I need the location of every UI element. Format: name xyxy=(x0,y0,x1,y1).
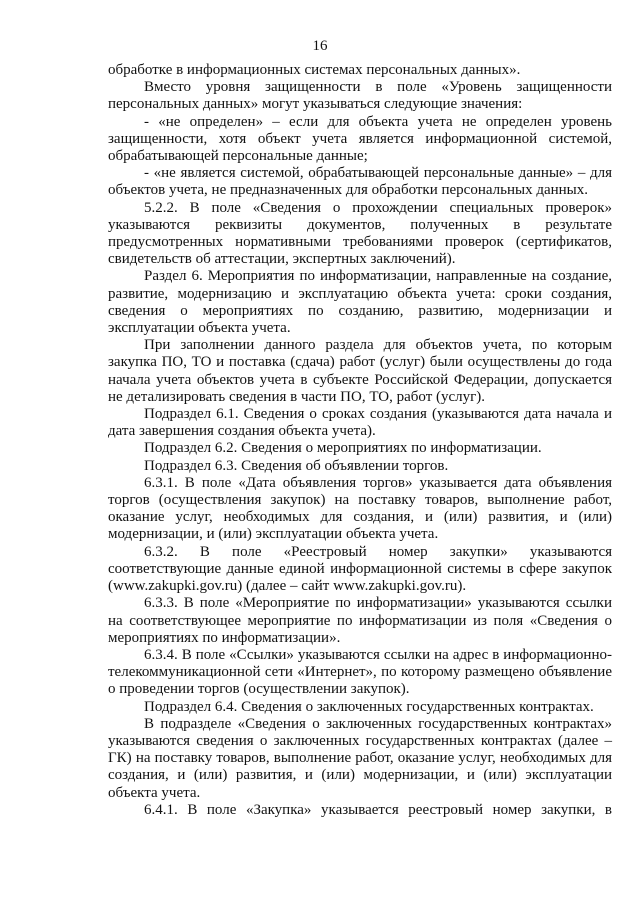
paragraph: 6.3.3. В поле «Мероприятие по информатизации» указываются ссылки на соответствующее мероприятие по информатизации из поля «Сведения о мероприятиях по информатизации». xyxy=(108,595,612,646)
paragraph: Подраздел 6.1. Сведения о сроках создания (указываются дата начала и дата завершения создания объекта учета). xyxy=(108,406,612,440)
paragraph: - «не является системой, обрабатывающей персональные данные» – для объектов учета, не предназначенных для обработки персональных данных. xyxy=(108,165,612,199)
paragraph: 5.2.2. В поле «Сведения о прохождении специальных проверок» указываются реквизиты документов, полученных в результате предусмотренных нормативными требованиями проверок (сертификатов, свидетельств об аттестации, экспертных заключений). xyxy=(108,199,612,268)
paragraph: - «не определен» – если для объекта учета не определен уровень защищенности, хотя объект учета является информационной системой, обрабатывающей персональные данные; xyxy=(108,113,612,165)
page-number: 16 xyxy=(312,38,328,54)
paragraph: Раздел 6. Мероприятия по информатизации, направленные на создание, развитие, модернизацию и эксплуатацию объекта учета: сроки создания, сведения о мероприятиях по созданию, развитию, модернизации и эксплуатации объекта учета. xyxy=(108,268,612,337)
paragraph: 6.4.1. В поле «Закупка» указывается реестровый номер закупки, в xyxy=(144,801,612,818)
paragraph: Вместо уровня защищенности в поле «Уровень защищенности персональных данных» могут указываться следующие значения: xyxy=(108,79,612,113)
paragraph: Подраздел 6.4. Сведения о заключенных государственных контрактах. xyxy=(144,698,594,715)
paragraph: Подраздел 6.2. Сведения о мероприятиях по информатизации. xyxy=(144,440,542,457)
paragraph: Подраздел 6.3. Сведения об объявлении торгов. xyxy=(144,457,449,474)
paragraph: обработке в информационных системах персональных данных». xyxy=(108,62,521,78)
paragraph: При заполнении данного раздела для объектов учета, по которым закупка ПО, ТО и поставка (сдача) работ (услуг) были осуществлены до года начала учета объектов учета в субъекте Российской Федерации, допускается не детализировать сведения в части ПО, ТО, работ (услуг). xyxy=(108,337,612,405)
paragraph: 6.3.4. В поле «Ссылки» указываются ссылки на адрес в информационно-телекоммуникационной сети «Интернет», по которому размещено объявление о проведении торгов (осуществлении закупок). xyxy=(108,646,612,698)
paragraph: 6.3.1. В поле «Дата объявления торгов» указывается дата объявления торгов (осуществления закупок) на поставку товаров, выполнение работ, оказание услуг, необходимых для создания, и (или) развития, и (или) модернизации, и (или) эксплуатации объекта учета. xyxy=(108,474,612,543)
paragraph: 6.3.2. В поле «Реестровый номер закупки» указываются соответствующие данные единой информационной системы в сфере закупок (www.zakupki.gov.ru) (далее – сайт www.zakupki.gov.ru). xyxy=(108,543,612,595)
document-body xyxy=(108,62,612,819)
paragraph: В подразделе «Сведения о заключенных государственных контрактах» указываются сведения о заключенных государственных контрактах (далее – ГК) на поставку товаров, выполнение работ, оказание услуг, необходимых для создания, и (или) развития, и (или) модернизации, и (или) эксплуатации объекта учета. xyxy=(108,715,612,801)
